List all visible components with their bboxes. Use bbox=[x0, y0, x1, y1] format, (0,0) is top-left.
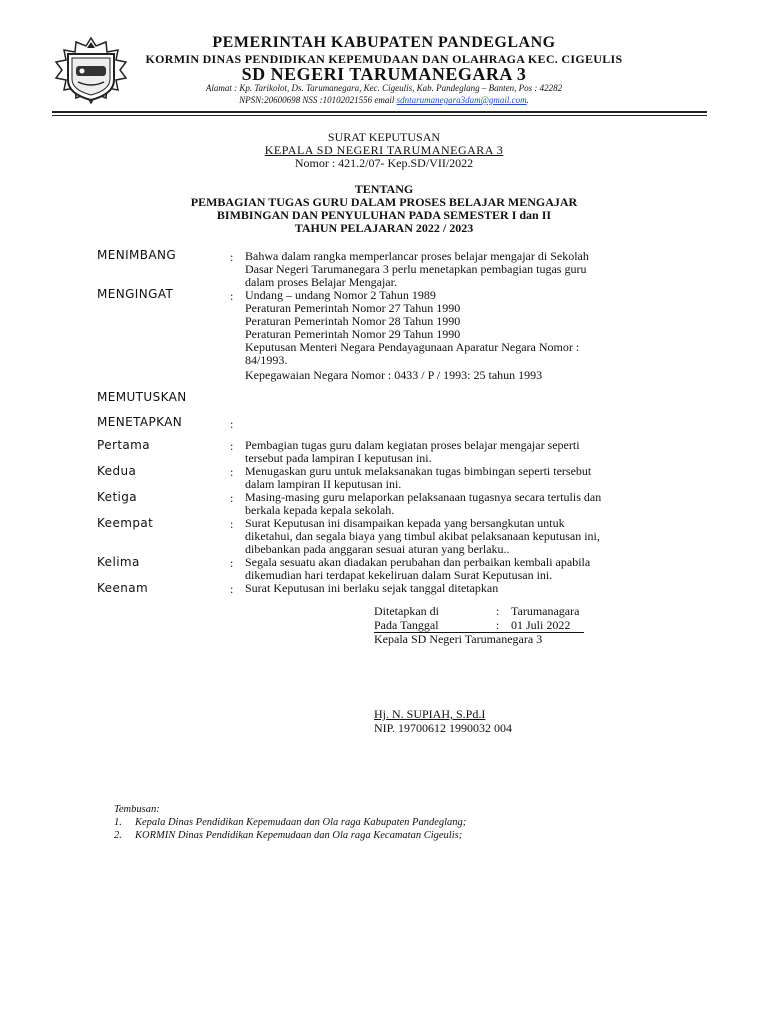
tembusan-item-text: KORMIN Dinas Pendidikan Kepemudaan dan Ola raga Kecamatan Cigeulis; bbox=[135, 830, 463, 841]
menimbang-line: Bahwa dalam rangka memperlancar proses belajar mengajar di Sekolah bbox=[245, 249, 589, 263]
school-contact: NPSN:20600698 NSS :10102021556 email sdntarumanegara3dam@gmail.com. bbox=[239, 95, 529, 105]
doc-title: SURAT KEPUTUSAN bbox=[327, 130, 441, 144]
menimbang-text bbox=[245, 250, 660, 289]
item-line: Surat Keputusan ini disampaikan kepada yang bersangkutan untuk bbox=[245, 516, 565, 530]
tentang-heading: TENTANG bbox=[354, 182, 414, 196]
mengingat-line: Peraturan Pemerintah Nomor 27 Tahun 1990 bbox=[245, 301, 461, 315]
subject-line-2: BIMBINGAN DAN PENYULUHAN PADA SEMESTER I dan II bbox=[216, 208, 552, 222]
doc-issuer: KEPALA SD NEGERI TARUMANEGARA 3 bbox=[264, 143, 504, 157]
item-line: dibebankan pada anggaran sesuai aturan yang berlaku.. bbox=[245, 542, 510, 556]
npsn-nss: NPSN:20600698 NSS :10102021556 email bbox=[239, 95, 397, 105]
mengingat-line: Keputusan Menteri Negara Pendayagunaan Aparatur Negara Nomor : bbox=[245, 340, 580, 354]
menetapkan-label: MENETAPKAN bbox=[97, 415, 183, 429]
ditetapkan-colon: : bbox=[496, 604, 500, 618]
item-text-keenam bbox=[245, 582, 660, 595]
tembusan-item-text: Kepala Dinas Pendidikan Kepemudaan dan Ola raga Kabupaten Pandeglang; bbox=[135, 817, 467, 828]
tanggal-value: 01 Juli 2022 bbox=[511, 618, 571, 632]
ditetapkan-label: Ditetapkan di bbox=[374, 604, 439, 618]
doc-number: Nomor : 421.2/07- Kep.SD/VII/2022 bbox=[294, 156, 474, 170]
school-name: SD NEGERI TARUMANEGARA 3 bbox=[241, 64, 527, 84]
subject-line-3: TAHUN PELAJARAN 2022 / 2023 bbox=[294, 221, 474, 235]
mengingat-line: Undang – undang Nomor 2 Tahun 1989 bbox=[245, 288, 436, 302]
item-line: diketahui, dan segala biaya yang timbul akibat pelaksanaan keputusan ini, bbox=[245, 529, 600, 543]
mengingat-line: Peraturan Pemerintah Nomor 28 Tahun 1990 bbox=[245, 314, 461, 328]
signatory-position: Kepala SD Negeri Tarumanegara 3 bbox=[374, 632, 543, 646]
item-line: dalam lampiran II keputusan ini. bbox=[245, 477, 402, 491]
item-text-pertama bbox=[245, 439, 660, 465]
subject-line-1: PEMBAGIAN TUGAS GURU DALAM PROSES BELAJAR MENGAJAR bbox=[190, 195, 578, 209]
item-text-ketiga bbox=[245, 491, 660, 517]
letterhead-rule-thick bbox=[52, 111, 707, 113]
item-label-kelima: Kelima bbox=[97, 555, 140, 569]
mengingat-colon: : bbox=[230, 289, 234, 303]
item-label-keenam: Keenam bbox=[97, 581, 149, 595]
item-colon: : bbox=[230, 582, 234, 596]
menetapkan-colon: : bbox=[230, 417, 234, 431]
mengingat-text bbox=[245, 289, 660, 382]
signatory-nip: NIP. 19700612 1990032 004 bbox=[374, 721, 513, 735]
item-colon: : bbox=[230, 491, 234, 505]
item-line: Masing-masing guru melaporkan pelaksanaan tugasnya secara tertulis dan bbox=[245, 490, 602, 504]
item-line: berkala kepada kepala sekolah. bbox=[245, 503, 395, 517]
government-name: PEMERINTAH KABUPATEN PANDEGLANG bbox=[212, 34, 556, 51]
menimbang-line: dalam proses Belajar Mengajar. bbox=[245, 275, 397, 289]
memutuskan-label: MEMUTUSKAN bbox=[97, 390, 187, 404]
mengingat-line: 84/1993. bbox=[245, 353, 288, 367]
office-name: KORMIN DINAS PENDIDIKAN KEPEMUDAAN DAN OLAHRAGA KEC. CIGEULIS bbox=[145, 52, 623, 66]
item-line: Pembagian tugas guru dalam kegiatan proses belajar mengajar seperti bbox=[245, 438, 580, 452]
item-colon: : bbox=[230, 439, 234, 453]
item-text-keempat bbox=[245, 517, 660, 556]
ditetapkan-value: Tarumanagara bbox=[511, 604, 580, 618]
item-line: Surat Keputusan ini berlaku sejak tanggal ditetapkan bbox=[245, 581, 499, 595]
menimbang-line: Dasar Negeri Tarumanegara 3 perlu menetapkan pembagian tugas guru bbox=[245, 262, 587, 276]
item-text-kedua bbox=[245, 465, 660, 491]
tembusan-item-num: 1. bbox=[114, 817, 122, 828]
item-colon: : bbox=[230, 517, 234, 531]
item-line: tersebut pada lampiran I keputusan ini. bbox=[245, 451, 432, 465]
mengingat-line: Kepegawaian Negara Nomor : 0433 / P / 1993: 25 tahun 1993 bbox=[245, 368, 543, 382]
email-link[interactable]: sdntarumanegara3dam@gmail.com bbox=[396, 95, 527, 105]
item-label-kedua: Kedua bbox=[97, 464, 137, 478]
menimbang-label: MENIMBANG bbox=[97, 248, 177, 262]
letterhead-rule-thin bbox=[52, 115, 707, 116]
item-line: Segala sesuatu akan diadakan perubahan dan perbaikan kembali apabila bbox=[245, 555, 591, 569]
tanggal-label: Pada Tanggal bbox=[374, 618, 439, 632]
mengingat-line: Peraturan Pemerintah Nomor 29 Tahun 1990 bbox=[245, 327, 461, 341]
menimbang-colon: : bbox=[230, 250, 234, 264]
item-colon: : bbox=[230, 556, 234, 570]
item-text-kelima bbox=[245, 556, 660, 582]
school-address: Alamat : Kp. Tarikolot, Ds. Tarumanegara, Kec. Cigeulis, Kab. Pandeglang – Banten, Pos : 42282 bbox=[205, 83, 563, 93]
item-line: dikemudian hari terdapat kekeliruan dalam Surat Keputusan ini. bbox=[245, 568, 553, 582]
item-line: Menugaskan guru untuk melaksanakan tugas bimbingan seperti tersebut bbox=[245, 464, 592, 478]
mengingat-label: MENGINGAT bbox=[97, 287, 174, 301]
signatory-name: Hj. N. SUPIAH, S.Pd.I bbox=[374, 707, 486, 721]
tembusan-item-num: 2. bbox=[114, 830, 122, 841]
item-colon: : bbox=[230, 465, 234, 479]
item-label-ketiga: Ketiga bbox=[97, 490, 138, 504]
tanggal-colon: : bbox=[496, 618, 500, 632]
tembusan-title: Tembusan: bbox=[114, 804, 160, 815]
item-label-pertama: Pertama bbox=[97, 438, 151, 452]
item-label-keempat: Keempat bbox=[97, 516, 154, 530]
